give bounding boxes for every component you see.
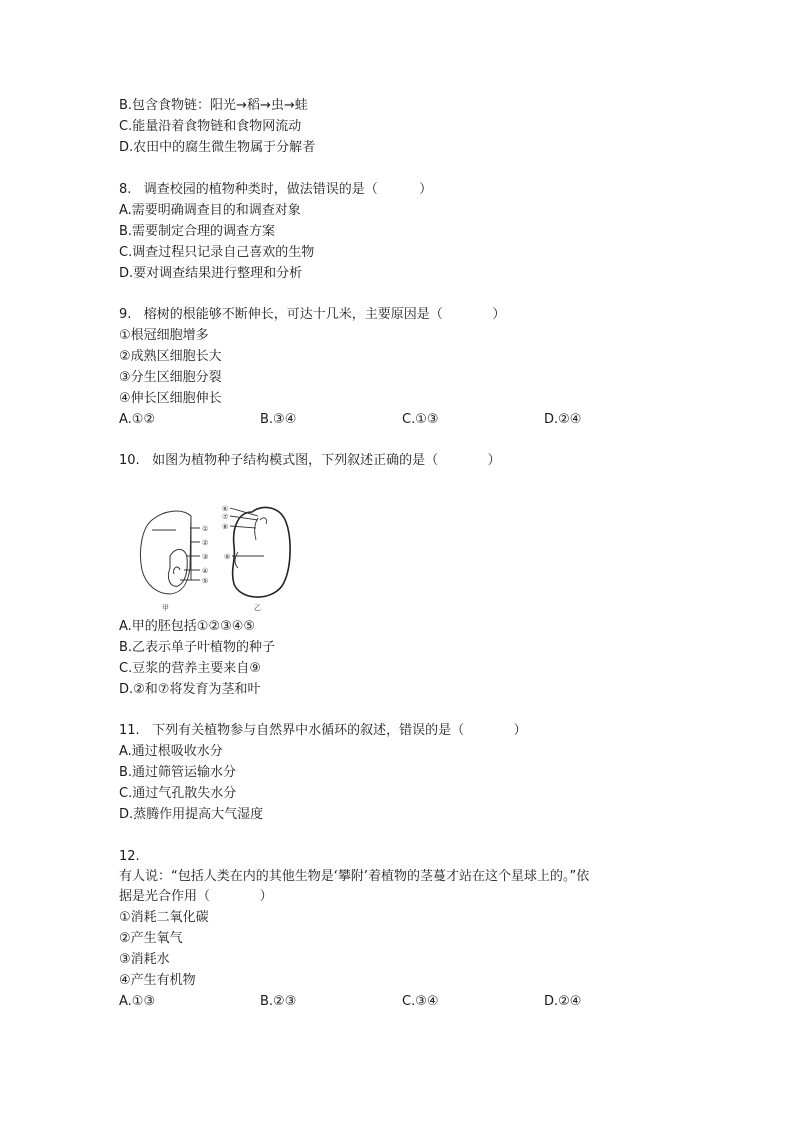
label-jia: 甲: [162, 604, 169, 612]
q8-stem: 8. 调查校园的植物种类时，做法错误的是（ ）: [119, 182, 433, 197]
label-yi: 乙: [254, 604, 261, 612]
q12-choice-d: D.②④: [544, 994, 582, 1009]
corn-seed-marks: [202, 525, 208, 585]
q7-option-b: B.包含食物链：阳光→稻→虫→蛙: [119, 98, 308, 113]
q9-stem: 9. 榕树的根能够不断伸长，可达十几米，主要原因是（ ）: [119, 307, 506, 322]
q12-choice-a: A.①③: [119, 994, 156, 1009]
mark-5: ⑤: [202, 577, 209, 585]
q11-option-d: D.蒸腾作用提高大气湿度: [119, 807, 264, 822]
q9-choice-a: A.①②: [119, 412, 156, 427]
q9-item-2: ②成熟区细胞长大: [119, 349, 222, 364]
q11-option-b: B.通过筛管运输水分: [119, 765, 237, 780]
bean-embryo: [230, 508, 267, 568]
q9-choice-d: D.②④: [544, 412, 582, 427]
corn-seed-diagram: [140, 511, 200, 594]
q11-stem: 11. 下列有关植物参与自然界中水循环的叙述，错误的是（ ）: [119, 723, 527, 738]
q11-option-a: A.通过根吸收水分: [119, 744, 223, 759]
q12-item-4: ④产生有机物: [119, 973, 196, 988]
q10-option-d: D.②和⑦将发育为茎和叶: [119, 682, 261, 697]
mark-9: ⑨: [224, 553, 231, 561]
mark-1: ①: [202, 525, 209, 533]
q10-option-b: B.乙表示单子叶植物的种子: [119, 640, 276, 655]
mark-2: ②: [202, 539, 209, 547]
mark-6: ⑥: [222, 505, 229, 513]
q12-item-2: ②产生氧气: [119, 931, 183, 946]
mark-7: ⑦: [222, 513, 229, 521]
bean-seed-marks: [222, 505, 230, 561]
seed-structure-figure: [130, 498, 300, 614]
q9-choice-c: C.①③: [402, 412, 439, 427]
q9-choice-b: B.③④: [260, 412, 297, 427]
q7-option-d: D.农田中的腐生微生物属于分解者: [119, 140, 316, 155]
mark-8: ⑧: [222, 523, 229, 531]
q12-item-1: ①消耗二氧化碳: [119, 910, 209, 925]
q8-option-a: A.需要明确调查目的和调查对象: [119, 203, 301, 218]
q12-number: 12.: [119, 849, 140, 864]
q8-option-d: D.要对调查结果进行整理和分析: [119, 266, 303, 281]
seed-diagram: [130, 498, 300, 614]
q12-stem-line2: 据是光合作用（ ）: [119, 889, 273, 904]
q9-item-3: ③分生区细胞分裂: [119, 370, 222, 385]
q10-option-a: A.甲的胚包括①②③④⑤: [119, 619, 256, 634]
mark-3: ③: [202, 553, 209, 561]
q7-option-c: C.能量沿着食物链和食物网流动: [119, 119, 302, 134]
q12-choice-c: C.③④: [402, 994, 439, 1009]
q12-item-3: ③消耗水: [119, 952, 170, 967]
q10-option-c: C.豆浆的营养主要来自⑨: [119, 661, 261, 676]
q11-option-c: C.通过气孔散失水分: [119, 786, 237, 801]
q12-stem-line1: 有人说：“包括人类在内的其他生物是‘攀附’着植物的茎蔓才站在这个星球上的。”依: [119, 869, 590, 884]
q8-option-c: C.调查过程只记录自己喜欢的生物: [119, 245, 315, 260]
q8-option-b: B.需要制定合理的调查方案: [119, 224, 276, 239]
q9-choices: [119, 411, 679, 429]
q12-choices: [119, 993, 679, 1011]
mark-4: ④: [202, 567, 209, 575]
q12-choice-b: B.②③: [260, 994, 297, 1009]
q10-stem: 10. 如图为植物种子结构模式图，下列叙述正确的是（ ）: [119, 453, 501, 468]
bean-seed-diagram: [233, 507, 291, 597]
q9-item-1: ①根冠细胞增多: [119, 328, 209, 343]
q9-item-4: ④伸长区细胞伸长: [119, 391, 222, 406]
